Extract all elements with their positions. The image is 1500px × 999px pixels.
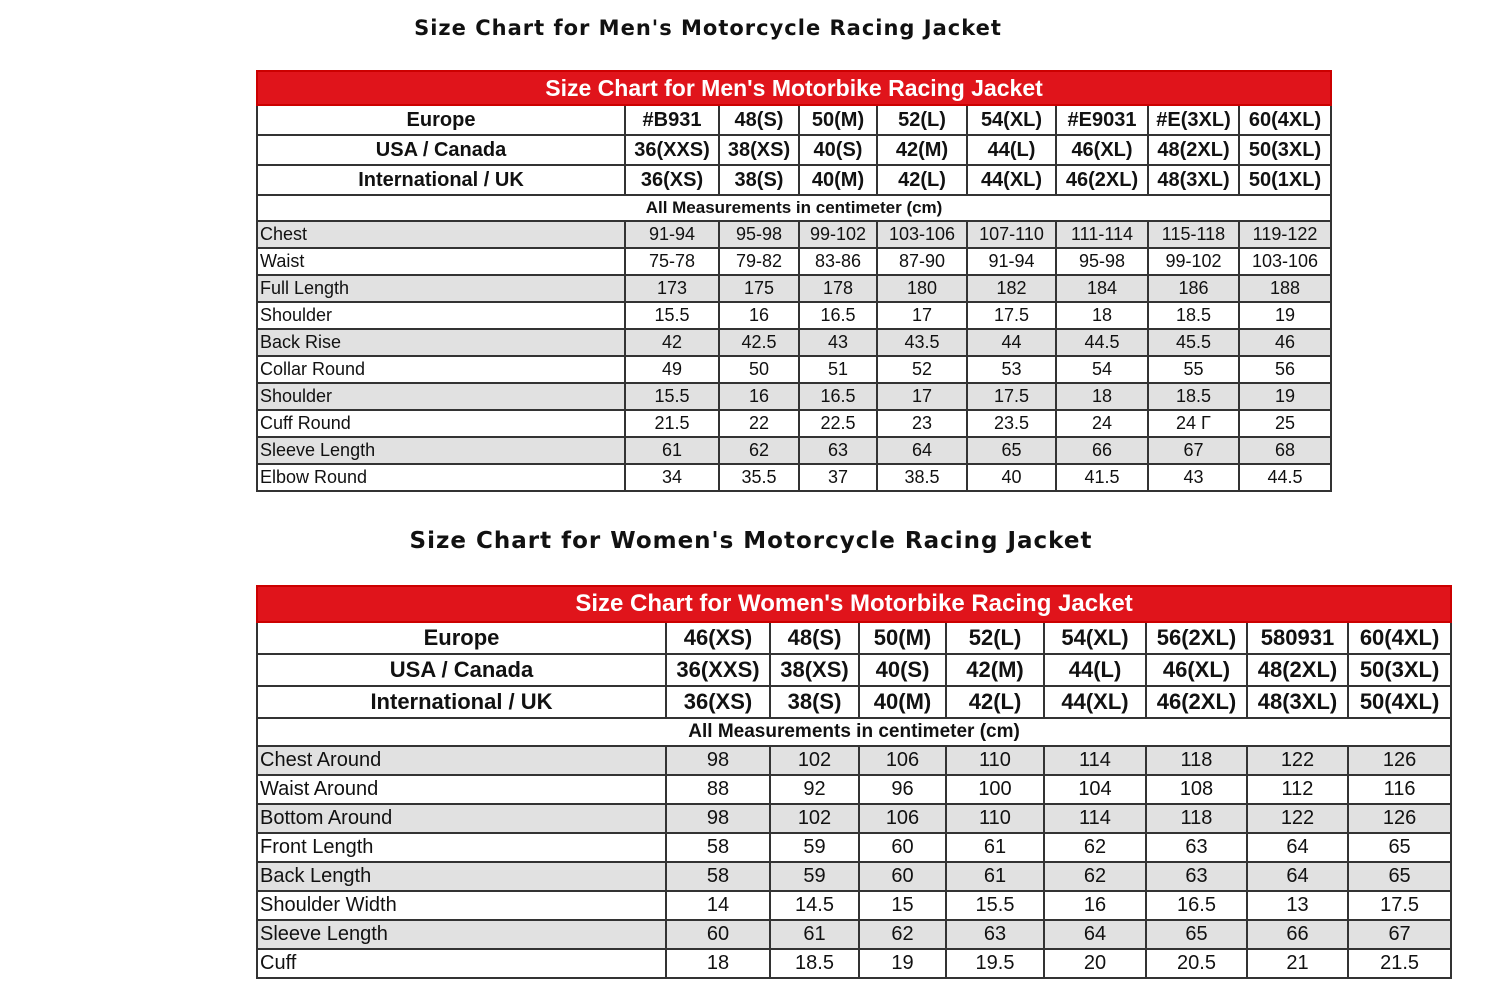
measurement-cell: 126 (1348, 804, 1451, 833)
measurement-cell: 91-94 (625, 221, 719, 248)
measurement-cell: 53 (967, 356, 1056, 383)
size-cell: 38(S) (770, 686, 859, 718)
measurement-cell: 61 (946, 833, 1044, 862)
measurement-cell: 126 (1348, 746, 1451, 775)
measurement-row (257, 356, 1331, 383)
measurement-cell: 61 (770, 920, 859, 949)
measurement-cell: 63 (1146, 862, 1247, 891)
size-cell: 60(4XL) (1348, 622, 1451, 654)
measurement-cell: 104 (1044, 775, 1146, 804)
size-cell: 50(1XL) (1239, 165, 1331, 195)
measurement-label: Chest Around (257, 746, 666, 775)
measurement-cell: 25 (1239, 410, 1331, 437)
measurement-label: Full Length (257, 275, 625, 302)
measurement-cell: 50 (719, 356, 799, 383)
measurement-cell: 44.5 (1056, 329, 1148, 356)
size-cell: 44(XL) (967, 165, 1056, 195)
size-cell: 38(XS) (719, 135, 799, 165)
measurement-cell: 60 (859, 862, 946, 891)
measurement-cell: 15.5 (625, 302, 719, 329)
size-cell: 50(3XL) (1239, 135, 1331, 165)
measurement-cell: 44.5 (1239, 464, 1331, 491)
size-cell: 40(M) (799, 165, 877, 195)
measurement-cell: 55 (1148, 356, 1239, 383)
measurement-cell: 87-90 (877, 248, 967, 275)
size-cell: 46(2XL) (1146, 686, 1247, 718)
size-cell: 40(S) (799, 135, 877, 165)
measurement-label: Back Rise (257, 329, 625, 356)
measurement-cell: 96 (859, 775, 946, 804)
measurement-cell: 118 (1146, 804, 1247, 833)
measurement-cell: 91-94 (967, 248, 1056, 275)
measurement-cell: 98 (666, 804, 770, 833)
measurement-cell: 75-78 (625, 248, 719, 275)
measurement-cell: 18.5 (1148, 383, 1239, 410)
size-cell: #E9031 (1056, 105, 1148, 135)
measurement-cell: 15 (859, 891, 946, 920)
size-cell: 44(XL) (1044, 686, 1146, 718)
measurement-label: Cuff Round (257, 410, 625, 437)
measurement-cell: 64 (877, 437, 967, 464)
table-header-row (257, 586, 1451, 622)
measurement-cell: 51 (799, 356, 877, 383)
measurement-cell: 17.5 (1348, 891, 1451, 920)
measurement-cell: 42.5 (719, 329, 799, 356)
measurement-cell: 103-106 (1239, 248, 1331, 275)
measurement-cell: 184 (1056, 275, 1148, 302)
measurement-cell: 64 (1044, 920, 1146, 949)
measurement-cell: 106 (859, 746, 946, 775)
measurement-cell: 107-110 (967, 221, 1056, 248)
measurement-cell: 61 (625, 437, 719, 464)
measurement-cell: 61 (946, 862, 1044, 891)
measurement-cell: 62 (1044, 862, 1146, 891)
measurement-cell: 83-86 (799, 248, 877, 275)
measurement-cell: 18 (1056, 383, 1148, 410)
men-chart-title: Size Chart for Men's Motorcycle Racing Jacket (414, 16, 1002, 40)
measurement-cell: 20.5 (1146, 949, 1247, 978)
measurement-cell: 18 (666, 949, 770, 978)
measurement-cell: 79-82 (719, 248, 799, 275)
measurement-cell: 62 (1044, 833, 1146, 862)
measurement-cell: 103-106 (877, 221, 967, 248)
measurement-cell: 52 (877, 356, 967, 383)
measurement-label: Waist (257, 248, 625, 275)
size-cell: 36(XXS) (625, 135, 719, 165)
size-row (257, 686, 1451, 718)
measurement-cell: 65 (967, 437, 1056, 464)
measurement-row (257, 410, 1331, 437)
measurement-cell: 21.5 (625, 410, 719, 437)
measurement-cell: 122 (1247, 804, 1348, 833)
measurement-cell: 108 (1146, 775, 1247, 804)
measurement-cell: 62 (719, 437, 799, 464)
size-cell: 40(M) (859, 686, 946, 718)
size-row (257, 165, 1331, 195)
measurement-cell: 66 (1247, 920, 1348, 949)
measurement-cell: 16 (1044, 891, 1146, 920)
measurement-label: Back Length (257, 862, 666, 891)
measurement-label: Front Length (257, 833, 666, 862)
measurement-cell: 180 (877, 275, 967, 302)
measurement-cell: 88 (666, 775, 770, 804)
units-note: All Measurements in centimeter (cm) (257, 718, 1451, 746)
measurement-cell: 35.5 (719, 464, 799, 491)
size-cell: 52(L) (877, 105, 967, 135)
women-chart-title: Size Chart for Women's Motorcycle Racing Jacket (409, 528, 1093, 554)
measurement-cell: 58 (666, 833, 770, 862)
table-title: Size Chart for Women's Motorbike Racing Jacket (257, 586, 1451, 622)
measurement-cell: 19.5 (946, 949, 1044, 978)
measurement-cell: 64 (1247, 833, 1348, 862)
measurement-cell: 46 (1239, 329, 1331, 356)
measurement-row (257, 329, 1331, 356)
size-cell: 48(S) (719, 105, 799, 135)
measurement-row (257, 248, 1331, 275)
measurement-label: Elbow Round (257, 464, 625, 491)
size-row-label: Europe (257, 105, 625, 135)
measurement-cell: 110 (946, 804, 1044, 833)
measurement-cell: 17.5 (967, 302, 1056, 329)
measurement-cell: 99-102 (799, 221, 877, 248)
measurement-cell: 178 (799, 275, 877, 302)
size-row-label: International / UK (257, 686, 666, 718)
size-cell: 48(2XL) (1247, 654, 1348, 686)
measurement-cell: 99-102 (1148, 248, 1239, 275)
measurement-cell: 49 (625, 356, 719, 383)
size-cell: 42(M) (877, 135, 967, 165)
measurement-row (257, 275, 1331, 302)
size-cell: 580931 (1247, 622, 1348, 654)
measurement-label: Sleeve Length (257, 920, 666, 949)
units-note: All Measurements in centimeter (cm) (257, 195, 1331, 221)
size-cell: 46(XS) (666, 622, 770, 654)
size-cell: 60(4XL) (1239, 105, 1331, 135)
measurement-cell: 95-98 (719, 221, 799, 248)
measurement-cell: 45.5 (1148, 329, 1239, 356)
size-row-label: International / UK (257, 165, 625, 195)
measurement-cell: 18 (1056, 302, 1148, 329)
size-row (257, 135, 1331, 165)
measurement-cell: 100 (946, 775, 1044, 804)
measurement-cell: 14 (666, 891, 770, 920)
measurement-cell: 19 (859, 949, 946, 978)
measurement-cell: 19 (1239, 302, 1331, 329)
measurement-cell: 92 (770, 775, 859, 804)
measurement-row (257, 804, 1451, 833)
size-cell: 40(S) (859, 654, 946, 686)
table-title: Size Chart for Men's Motorbike Racing Jacket (257, 71, 1331, 105)
size-cell: 38(XS) (770, 654, 859, 686)
measurement-cell: 102 (770, 804, 859, 833)
measurement-cell: 17 (877, 302, 967, 329)
measurement-cell: 65 (1348, 862, 1451, 891)
measurement-cell: 106 (859, 804, 946, 833)
measurement-cell: 44 (967, 329, 1056, 356)
measurement-cell: 43.5 (877, 329, 967, 356)
measurement-cell: 14.5 (770, 891, 859, 920)
measurement-cell: 15.5 (946, 891, 1044, 920)
measurement-row (257, 949, 1451, 978)
measurement-cell: 186 (1148, 275, 1239, 302)
size-row (257, 105, 1331, 135)
size-cell: 54(XL) (1044, 622, 1146, 654)
size-cell: 44(L) (967, 135, 1056, 165)
measurement-label: Shoulder (257, 302, 625, 329)
measurement-cell: 41.5 (1056, 464, 1148, 491)
size-cell: 44(L) (1044, 654, 1146, 686)
measurement-cell: 16 (719, 302, 799, 329)
measurement-row (257, 464, 1331, 491)
measurement-cell: 58 (666, 862, 770, 891)
size-row (257, 654, 1451, 686)
size-cell: 50(M) (799, 105, 877, 135)
measurement-cell: 95-98 (1056, 248, 1148, 275)
measurement-cell: 19 (1239, 383, 1331, 410)
size-cell: 50(3XL) (1348, 654, 1451, 686)
measurement-cell: 102 (770, 746, 859, 775)
measurement-cell: 175 (719, 275, 799, 302)
measurement-cell: 38.5 (877, 464, 967, 491)
size-cell: 36(XS) (625, 165, 719, 195)
measurement-cell: 17 (877, 383, 967, 410)
measurement-row (257, 221, 1331, 248)
size-cell: 36(XXS) (666, 654, 770, 686)
measurement-cell: 23.5 (967, 410, 1056, 437)
size-row-label: USA / Canada (257, 135, 625, 165)
measurement-row (257, 775, 1451, 804)
measurement-cell: 56 (1239, 356, 1331, 383)
measurement-cell: 16.5 (799, 383, 877, 410)
size-cell: 48(3XL) (1148, 165, 1239, 195)
measurement-cell: 60 (666, 920, 770, 949)
measurement-cell: 37 (799, 464, 877, 491)
measurement-row (257, 746, 1451, 775)
measurement-cell: 21 (1247, 949, 1348, 978)
measurement-cell: 24 (1056, 410, 1148, 437)
measurement-cell: 42 (625, 329, 719, 356)
measurement-cell: 119-122 (1239, 221, 1331, 248)
measurement-row (257, 833, 1451, 862)
size-cell: 36(XS) (666, 686, 770, 718)
measurement-cell: 111-114 (1056, 221, 1148, 248)
measurement-cell: 16 (719, 383, 799, 410)
measurement-cell: 16.5 (799, 302, 877, 329)
measurement-label: Cuff (257, 949, 666, 978)
measurement-cell: 22 (719, 410, 799, 437)
measurement-cell: 118 (1146, 746, 1247, 775)
measurement-cell: 63 (946, 920, 1044, 949)
table-header-row (257, 71, 1331, 105)
size-cell: 48(3XL) (1247, 686, 1348, 718)
measurement-cell: 63 (1146, 833, 1247, 862)
size-row-label: Europe (257, 622, 666, 654)
measurement-cell: 20 (1044, 949, 1146, 978)
men-size-table (256, 70, 1332, 492)
measurement-cell: 40 (967, 464, 1056, 491)
measurement-cell: 62 (859, 920, 946, 949)
measurement-cell: 13 (1247, 891, 1348, 920)
size-cell: 48(S) (770, 622, 859, 654)
measurement-cell: 54 (1056, 356, 1148, 383)
size-cell: 52(L) (946, 622, 1044, 654)
measurement-cell: 63 (799, 437, 877, 464)
size-cell: 46(2XL) (1056, 165, 1148, 195)
measurement-cell: 114 (1044, 804, 1146, 833)
measurement-cell: 182 (967, 275, 1056, 302)
measurement-cell: 188 (1239, 275, 1331, 302)
measurement-cell: 24 Γ (1148, 410, 1239, 437)
measurement-cell: 17.5 (967, 383, 1056, 410)
size-cell: #E(3XL) (1148, 105, 1239, 135)
size-row (257, 622, 1451, 654)
measurement-row (257, 862, 1451, 891)
measurement-row (257, 437, 1331, 464)
measurement-cell: 68 (1239, 437, 1331, 464)
size-row-label: USA / Canada (257, 654, 666, 686)
size-cell: 48(2XL) (1148, 135, 1239, 165)
measurement-cell: 23 (877, 410, 967, 437)
measurement-label: Bottom Around (257, 804, 666, 833)
measurement-cell: 18.5 (770, 949, 859, 978)
measurement-row (257, 302, 1331, 329)
measurement-cell: 18.5 (1148, 302, 1239, 329)
measurement-row (257, 383, 1331, 410)
measurement-cell: 65 (1348, 833, 1451, 862)
size-cell: 50(4XL) (1348, 686, 1451, 718)
size-cell: 42(L) (877, 165, 967, 195)
measurement-cell: 43 (1148, 464, 1239, 491)
measurement-cell: 60 (859, 833, 946, 862)
units-note-row (257, 195, 1331, 221)
measurement-row (257, 891, 1451, 920)
measurement-cell: 173 (625, 275, 719, 302)
measurement-label: Waist Around (257, 775, 666, 804)
measurement-cell: 22.5 (799, 410, 877, 437)
size-cell: 50(M) (859, 622, 946, 654)
size-cell: 54(XL) (967, 105, 1056, 135)
measurement-cell: 65 (1146, 920, 1247, 949)
measurement-cell: 115-118 (1148, 221, 1239, 248)
measurement-cell: 43 (799, 329, 877, 356)
measurement-cell: 66 (1056, 437, 1148, 464)
size-cell: #B931 (625, 105, 719, 135)
measurement-label: Sleeve Length (257, 437, 625, 464)
size-cell: 42(M) (946, 654, 1044, 686)
measurement-cell: 116 (1348, 775, 1451, 804)
measurement-cell: 59 (770, 862, 859, 891)
measurement-cell: 67 (1348, 920, 1451, 949)
size-cell: 42(L) (946, 686, 1044, 718)
measurement-cell: 16.5 (1146, 891, 1247, 920)
measurement-cell: 34 (625, 464, 719, 491)
size-cell: 38(S) (719, 165, 799, 195)
measurement-cell: 21.5 (1348, 949, 1451, 978)
measurement-cell: 59 (770, 833, 859, 862)
measurement-cell: 98 (666, 746, 770, 775)
measurement-cell: 110 (946, 746, 1044, 775)
size-cell: 46(XL) (1056, 135, 1148, 165)
measurement-cell: 114 (1044, 746, 1146, 775)
measurement-cell: 15.5 (625, 383, 719, 410)
measurement-cell: 64 (1247, 862, 1348, 891)
measurement-cell: 112 (1247, 775, 1348, 804)
measurement-label: Shoulder Width (257, 891, 666, 920)
size-cell: 46(XL) (1146, 654, 1247, 686)
measurement-label: Chest (257, 221, 625, 248)
measurement-cell: 67 (1148, 437, 1239, 464)
measurement-row (257, 920, 1451, 949)
measurement-cell: 122 (1247, 746, 1348, 775)
units-note-row (257, 718, 1451, 746)
women-size-table (256, 585, 1452, 979)
measurement-label: Collar Round (257, 356, 625, 383)
measurement-label: Shoulder (257, 383, 625, 410)
size-cell: 56(2XL) (1146, 622, 1247, 654)
